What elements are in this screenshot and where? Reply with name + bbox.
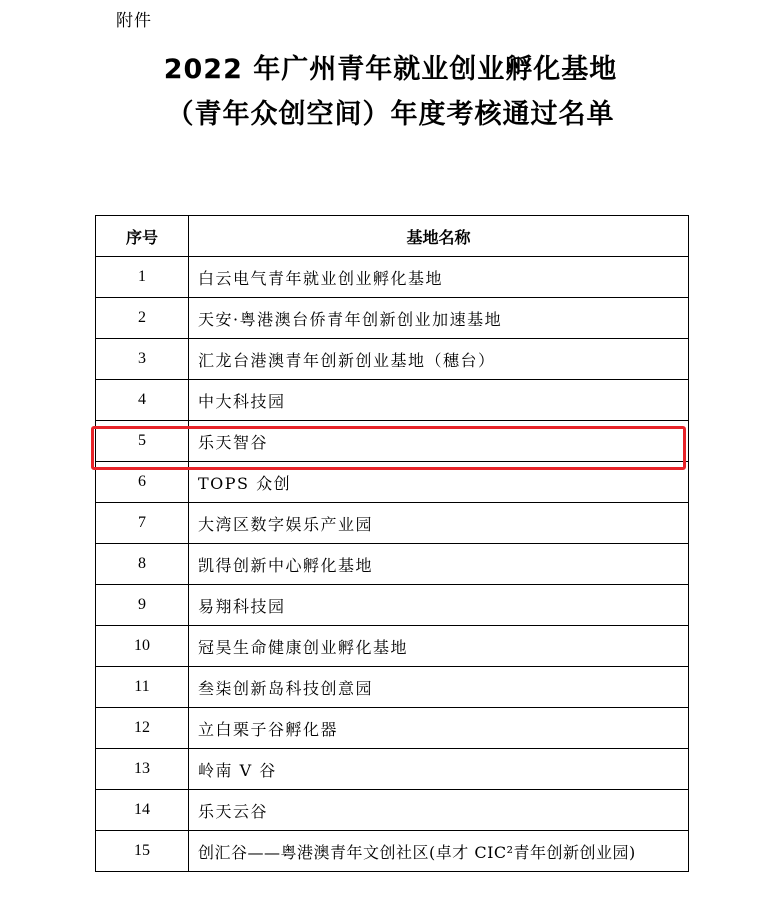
page-title-line-1: 2022 年广州青年就业创业孵化基地 [163, 54, 618, 85]
row-name: 创汇谷——粤港澳青年文创社区(卓才 CIC²青年创新创业园) [189, 831, 689, 872]
row-index: 8 [96, 544, 189, 585]
row-name: 岭南 V 谷 [189, 749, 689, 790]
row-name: 叁柒创新岛科技创意园 [189, 667, 689, 708]
table-row [96, 585, 689, 626]
table-row [96, 667, 689, 708]
row-index: 12 [96, 708, 189, 749]
table-row [96, 544, 689, 585]
table-row [96, 831, 689, 872]
row-name: 冠昊生命健康创业孵化基地 [189, 626, 689, 667]
row-name: 易翔科技园 [189, 585, 689, 626]
row-name: 白云电气青年就业创业孵化基地 [189, 257, 689, 298]
table-row [96, 503, 689, 544]
table-row [96, 380, 689, 421]
row-index: 10 [96, 626, 189, 667]
page-title-line-2: （青年众创空间）年度考核通过名单 [166, 99, 615, 130]
row-index: 7 [96, 503, 189, 544]
table-header-row [96, 216, 689, 257]
row-index: 4 [96, 380, 189, 421]
row-name: 乐天智谷 [189, 421, 689, 462]
table-row [96, 626, 689, 667]
table-row [96, 462, 689, 503]
row-index: 3 [96, 339, 189, 380]
header-name: 基地名称 [189, 216, 689, 257]
incubator-list-table [95, 215, 689, 872]
row-name: 天安·粤港澳台侨青年创新创业加速基地 [189, 298, 689, 339]
row-name: 大湾区数字娱乐产业园 [189, 503, 689, 544]
table-row [96, 708, 689, 749]
table-row-highlighted [96, 421, 689, 462]
row-index: 5 [96, 421, 189, 462]
row-name: 乐天云谷 [189, 790, 689, 831]
row-name: 凯得创新中心孵化基地 [189, 544, 689, 585]
table-row [96, 339, 689, 380]
row-index: 2 [96, 298, 189, 339]
row-index: 14 [96, 790, 189, 831]
row-index: 11 [96, 667, 189, 708]
row-name: TOPS 众创 [189, 462, 689, 503]
attachment-label: 附件 [116, 11, 152, 31]
row-index: 9 [96, 585, 189, 626]
row-index: 6 [96, 462, 189, 503]
table-row [96, 749, 689, 790]
row-name: 中大科技园 [189, 380, 689, 421]
row-index: 13 [96, 749, 189, 790]
row-index: 15 [96, 831, 189, 872]
table-row [96, 790, 689, 831]
row-name: 立白栗子谷孵化器 [189, 708, 689, 749]
row-name: 汇龙台港澳青年创新创业基地（穗台） [189, 339, 689, 380]
table-row [96, 298, 689, 339]
header-index: 序号 [96, 216, 189, 257]
table-row [96, 257, 689, 298]
row-index: 1 [96, 257, 189, 298]
